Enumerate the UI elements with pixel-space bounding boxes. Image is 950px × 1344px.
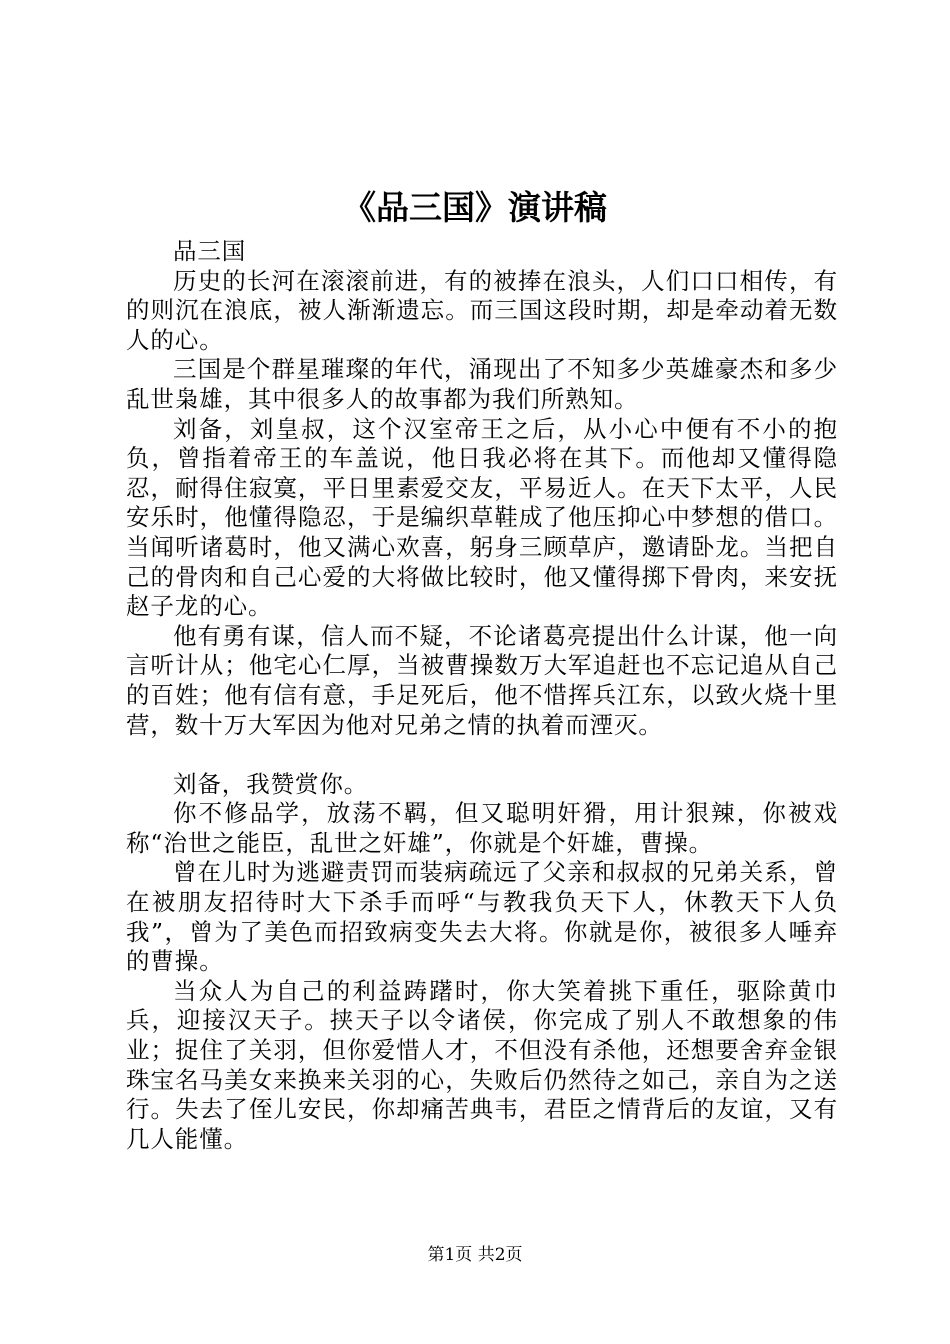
paragraph: 三国是个群星璀璨的年代，涌现出了不知多少英雄豪杰和多少乱世枭雄，其中很多人的故事都为我们所熟知。 — [126, 355, 838, 413]
paragraph: 当众人为自己的利益踌躇时，你大笑着挑下重任，驱除黄巾兵，迎接汉天子。挟天子以令诸侯，你完成了别人不敢想象的伟业；捉住了关羽，但你爱惜人才，不但没有杀他，还想要舍弃金银珠宝名马美女来换来关羽的心，失败后仍然待之如己，亲自为之送行。失去了侄儿安民，你却痛苦典韦，君臣之情背后的友谊，又有几人能懂。 — [126, 976, 838, 1153]
paragraph: 他有勇有谋，信人而不疑，不论诸葛亮提出什么计谋，他一向言听计从；他宅心仁厚，当被曹操数万大军追赶也不忘记追从自己的百姓；他有信有意，手足死后，他不惜挥兵江东，以致火烧十里营，数十万大军因为他对兄弟之情的执着而湮灭。 — [126, 621, 838, 739]
paragraph: 刘备，刘皇叔，这个汉室帝王之后，从小心中便有不小的抱负，曾指着帝王的车盖说，他日我必将在其下。而他却又懂得隐忍，耐得住寂寞，平日里素爱交友，平易近人。在天下太平，人民安乐时，他懂得隐忍，于是编织草鞋成了他压抑心中梦想的借口。当闻听诸葛时，他又满心欢喜，躬身三顾草庐，邀请卧龙。当把自己的骨肉和自己心爱的大将做比较时，他又懂得掷下骨肉，来安抚赵子龙的心。 — [126, 414, 838, 621]
paragraph: 曾在儿时为逃避责罚而装病疏远了父亲和叔叔的兄弟关系，曾在被朋友招待时大下杀手而呼“与教我负天下人，休教天下人负我”，曾为了美色而招致病变失去大将。你就是你，被很多人唾弃的曹操。 — [126, 858, 838, 976]
page-footer: 第1页 共2页 — [427, 1245, 523, 1265]
document-body — [126, 237, 838, 1154]
document-title: 《品三国》演讲稿 — [343, 188, 607, 227]
paragraph-subtitle: 品三国 — [173, 237, 247, 265]
paragraph: 刘备，我赞赏你。 — [173, 769, 369, 798]
paragraph: 历史的长河在滚滚前进，有的被捧在浪头，人们口口相传，有的则沉在浪底，被人渐渐遗忘。而三国这段时期，却是牵动着无数人的心。 — [126, 266, 838, 354]
paragraph: 你不修品学，放荡不羁，但又聪明奸猾，用计狠辣，你被戏称“治世之能臣，乱世之奸雄”，你就是个奸雄，曹操。 — [126, 799, 838, 857]
